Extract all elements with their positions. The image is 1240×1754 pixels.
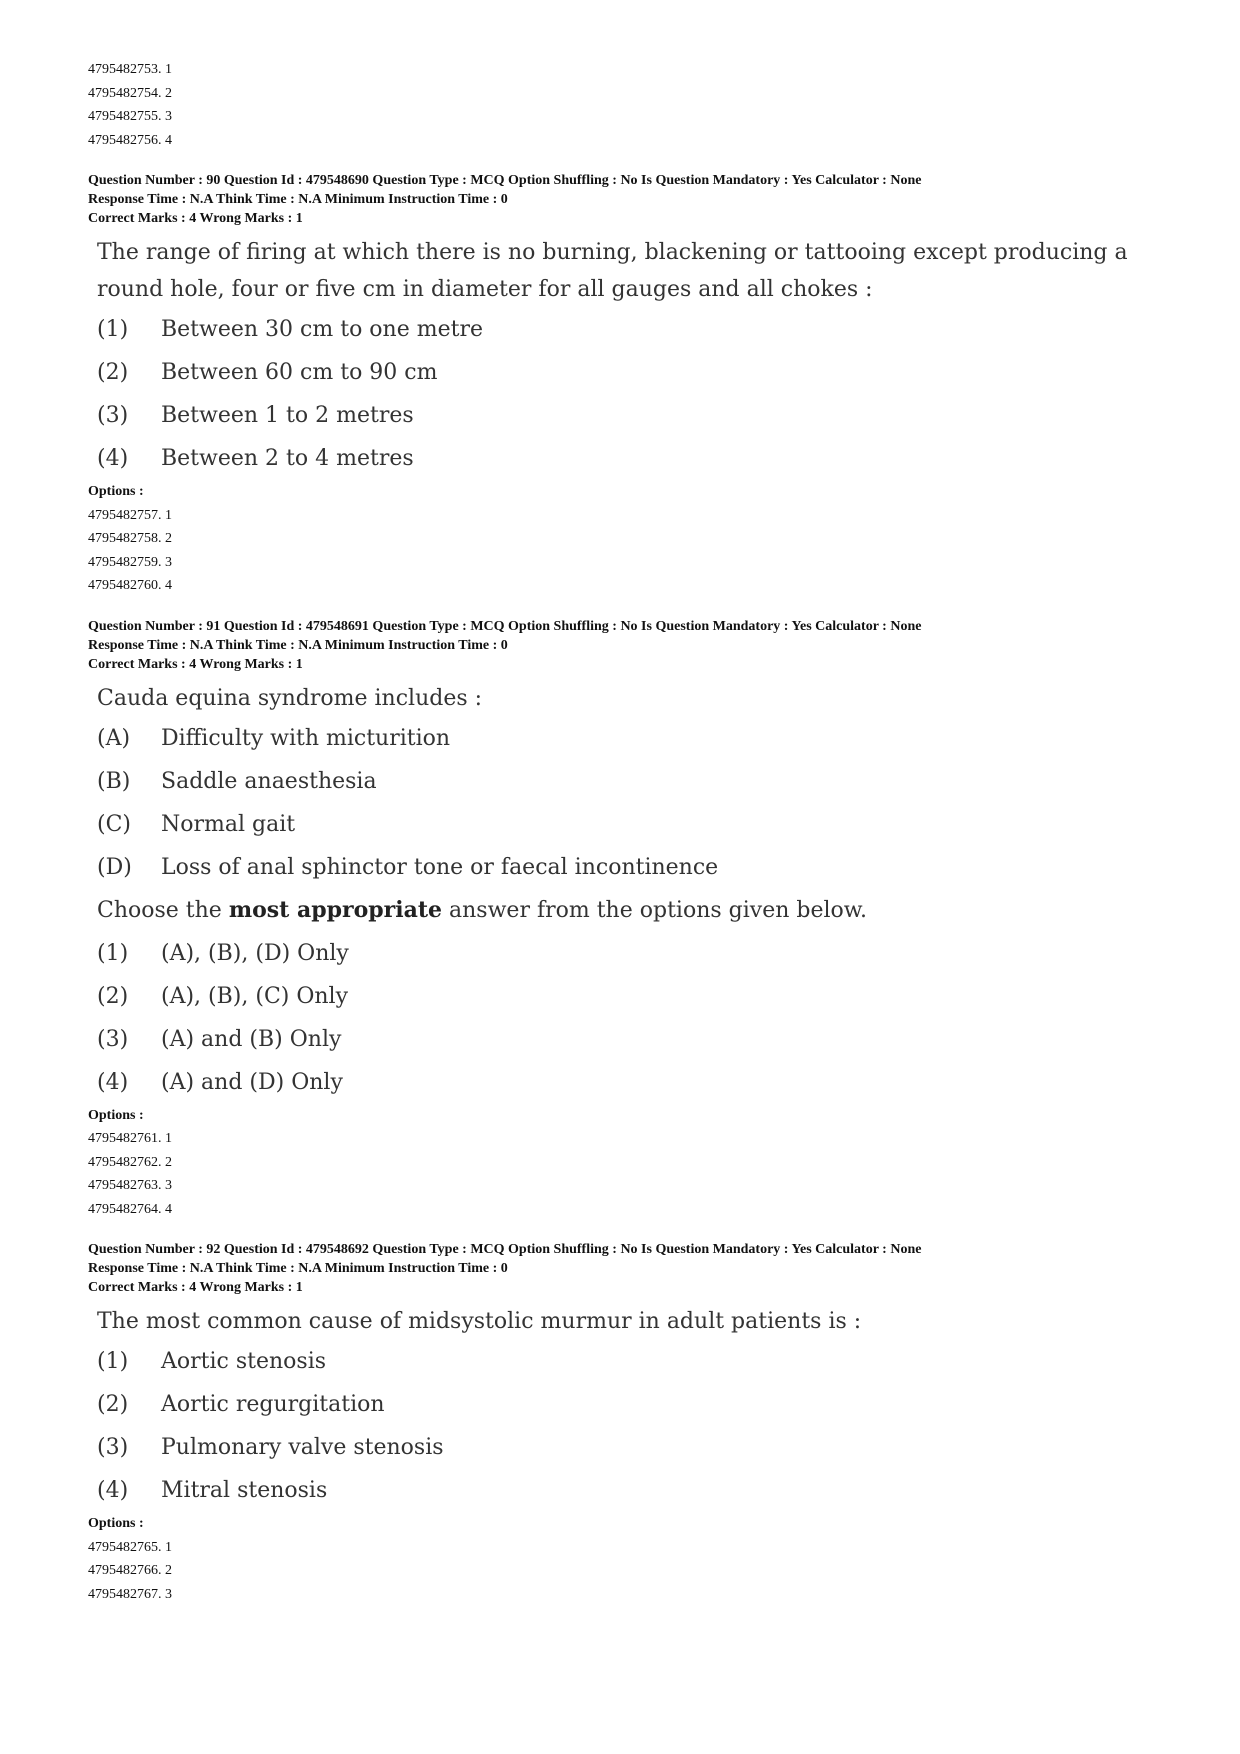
choice-text: Between 2 to 4 metres [161, 446, 414, 471]
question-meta-line: Question Number : 92 Question Id : 479548692 Question Type : MCQ Option Shuffling : No Is Question Mandatory : Yes Calculator : None [88, 1242, 922, 1257]
choice-text: Aortic regurgitation [161, 1392, 385, 1417]
answer-choice [97, 1061, 1172, 1104]
answer-choice [97, 308, 1172, 351]
statement-marker: (D) [97, 854, 132, 880]
option-id: 4795482761. 1 [88, 1131, 172, 1146]
question-text [97, 234, 1172, 480]
option-id: 4795482756. 4 [88, 132, 172, 148]
question-meta-line: Response Time : N.A Think Time : N.A Minimum Instruction Time : 0 [88, 637, 508, 653]
choice-text: (A), (B), (D) Only [161, 940, 349, 966]
option-id: 4795482762. 2 [88, 1154, 172, 1170]
statement-item [97, 846, 1172, 889]
question-stem-line: The most common cause of midsystolic murmur in adult patients is : [97, 1309, 862, 1334]
options-label: Options : [88, 1107, 144, 1123]
choice-marker: (2) [97, 1392, 129, 1417]
question-text [97, 680, 1172, 1104]
statement-text: Loss of anal sphinctor tone or faecal incontinence [161, 854, 719, 880]
options-label: Options : [88, 1516, 144, 1531]
answer-choice [97, 1383, 1172, 1426]
choice-marker: (2) [97, 360, 129, 385]
choice-text: (A), (B), (C) Only [161, 983, 349, 1009]
choice-text: Between 1 to 2 metres [161, 403, 414, 428]
option-id: 4795482758. 2 [88, 531, 172, 546]
statement-text: Difficulty with micturition [161, 725, 451, 751]
marks-line: Correct Marks : 4 Wrong Marks : 1 [88, 1280, 303, 1295]
option-id: 4795482754. 2 [88, 85, 172, 101]
statement-marker: (B) [97, 768, 131, 794]
instruction-text: answer from the options given below. [442, 898, 867, 923]
option-id: 4795482755. 3 [88, 109, 172, 124]
choice-marker: (4) [97, 1478, 129, 1503]
question-stem-line: round hole, four or five cm in diameter for all gauges and all chokes : [97, 277, 873, 302]
options-label: Options : [88, 484, 144, 499]
instruction-line [97, 889, 1172, 932]
question-block-92 [88, 1221, 1158, 1606]
option-id: 4795482766. 2 [88, 1563, 172, 1578]
marks-line: Correct Marks : 4 Wrong Marks : 1 [88, 211, 303, 226]
option-id: 4795482763. 3 [88, 1178, 172, 1193]
marks-line: Correct Marks : 4 Wrong Marks : 1 [88, 656, 303, 672]
answer-choice [97, 394, 1172, 437]
choice-marker: (3) [97, 1435, 129, 1460]
answer-choice [97, 1426, 1172, 1469]
choice-marker: (3) [97, 403, 129, 428]
statement-item [97, 717, 1172, 760]
question-meta-line: Response Time : N.A Think Time : N.A Minimum Instruction Time : 0 [88, 192, 508, 207]
option-id: 4795482767. 3 [88, 1586, 172, 1602]
question-meta-line: Question Number : 90 Question Id : 479548690 Question Type : MCQ Option Shuffling : No Is Question Mandatory : Yes Calculator : None [88, 173, 922, 188]
option-id: 4795482765. 1 [88, 1539, 172, 1555]
statement-item [97, 760, 1172, 803]
option-id: 4795482759. 3 [88, 554, 172, 570]
choice-text: Mitral stenosis [161, 1478, 328, 1503]
question-block-90 [88, 152, 1158, 598]
option-id: 4795482760. 4 [88, 578, 172, 593]
choice-marker: (4) [97, 446, 129, 471]
choice-text: Aortic stenosis [161, 1349, 327, 1374]
answer-choice [97, 437, 1172, 480]
choice-text: Between 60 cm to 90 cm [161, 360, 438, 385]
answer-choice [97, 975, 1172, 1018]
question-text [97, 1303, 1172, 1512]
answer-choice [97, 1018, 1172, 1061]
question-meta-line: Question Number : 91 Question Id : 479548691 Question Type : MCQ Option Shuffling : No Is Question Mandatory : Yes Calculator : None [88, 618, 922, 634]
answer-choice [97, 1469, 1172, 1512]
instruction-emphasis: most appropriate [228, 897, 443, 923]
choice-text: (A) and (D) Only [161, 1069, 343, 1095]
choice-marker: (3) [97, 1026, 129, 1052]
choice-marker: (2) [97, 983, 129, 1009]
previous-question-option-list [88, 58, 1158, 152]
statement-marker: (A) [97, 725, 131, 751]
question-stem-line: Cauda equina syndrome includes : [97, 685, 483, 711]
question-block-91 [88, 598, 1158, 1222]
option-id: 4795482757. 1 [88, 507, 172, 523]
instruction-text: Choose the [97, 898, 229, 923]
question-meta-line: Response Time : N.A Think Time : N.A Minimum Instruction Time : 0 [88, 1261, 508, 1276]
option-id: 4795482753. 1 [88, 62, 172, 77]
choice-marker: (4) [97, 1069, 129, 1095]
choice-text: Between 30 cm to one metre [161, 317, 483, 342]
choice-marker: (1) [97, 940, 129, 966]
statement-marker: (C) [97, 811, 131, 837]
choice-marker: (1) [97, 317, 129, 342]
option-id: 4795482764. 4 [88, 1201, 172, 1217]
choice-text: Pulmonary valve stenosis [161, 1435, 444, 1460]
statement-item [97, 803, 1172, 846]
answer-choice [97, 1340, 1172, 1383]
answer-choice [97, 932, 1172, 975]
choice-text: (A) and (B) Only [161, 1026, 342, 1052]
question-stem-line: The range of firing at which there is no burning, blackening or tattooing except producing a [97, 240, 1128, 265]
statement-text: Normal gait [161, 811, 296, 837]
answer-choice [97, 351, 1172, 394]
statement-text: Saddle anaesthesia [161, 768, 377, 794]
question-paper-page [88, 58, 1158, 1606]
choice-marker: (1) [97, 1349, 129, 1374]
